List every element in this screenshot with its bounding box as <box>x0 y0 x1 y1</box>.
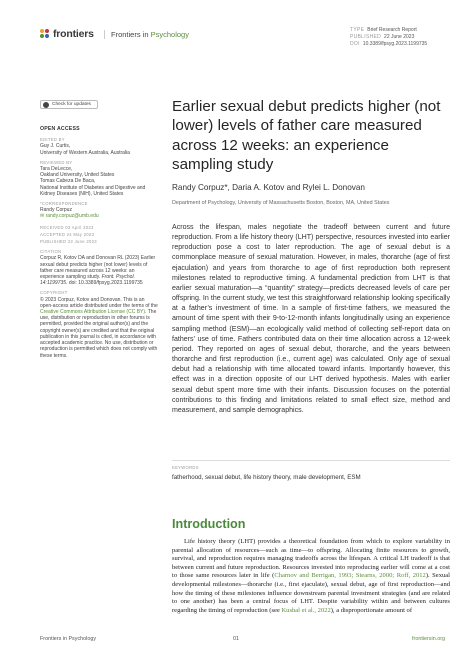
update-icon <box>43 102 49 108</box>
left-sidebar <box>40 126 158 359</box>
cc-by-license-link[interactable]: Creative Commons Attribution License (CC BY) <box>40 309 146 316</box>
article-type: Brief Research Report <box>367 27 417 33</box>
keywords-divider <box>172 460 450 461</box>
editor-name: Guy J. Curtis, <box>40 143 71 150</box>
journal-name[interactable]: Frontiers in Psychology <box>104 30 189 39</box>
copyright-label: COPYRIGHT <box>40 290 68 296</box>
reviewed-by-label: REVIEWED BY <box>40 159 73 165</box>
accepted-date: ACCEPTED 24 May 2023 <box>40 231 95 237</box>
introduction-text: Life history theory (LHT) provides a theoretical foundation from which to explore variability in parental allocation of resources—such as time—to offspring. Allocating finite resources to growth, survival, and reproduction requires managing tradeoffs across the lifespan. A critical LH tradeoff is that between current and future reproduction. Resources invested into reproducing earlier will come at a cost to those same resources later in life (Charnov and Berrigan, 1993; Stearns, 2000; Roff, 2012). Sexual developmental milestones—thorarche (i.e., first ejaculate), sexual debut, age of first reproduction—and how the timing of these milestones influence downstream parental investment strategies (and are related to one another) has been a central focus of LHT. Despite variability within and between cultures regarding the timing of reproduction (see Kushal et al., 2022), a disproportionate amount of <box>172 538 450 614</box>
correspondence-label: *CORRESPONDENCE <box>40 201 88 207</box>
reviewer-affiliation: Oakland University, United States <box>40 172 115 179</box>
correspondence-email[interactable]: ✉ randy.corpuz@umb.edu <box>40 213 99 220</box>
citation-label: CITATION <box>40 249 62 255</box>
open-access-label: OPEN ACCESS <box>40 126 80 132</box>
reviewer-name: Tomas Cabeza De Baca, <box>40 178 96 185</box>
affiliation: Department of Psychology, University of Massachusetts Boston, Boston, MA, United States <box>172 200 390 206</box>
edited-by-label: EDITED BY <box>40 137 65 143</box>
article-title: Earlier sexual debut predicts higher (not lower) levels of father care measured across 12 weeks: an experience sampling study <box>172 98 441 174</box>
reviewer-name: Tara DeLecce, <box>40 166 73 173</box>
page-number: 01 <box>233 636 239 642</box>
authors: Randy Corpuz*, Daria A. Kotov and Rylei L. Donovan <box>172 183 365 192</box>
keywords: fatherhood, sexual debut, life history theory, male development, ESM <box>172 474 361 481</box>
citation-text: Corpuz R, Kotov DA and Donovan RL (2023) Earlier sexual debut predicts higher (not lower) levels of father care measured across 12 weeks: an experience sampling study. Front. Psychol. 14:1199735. doi: 10.3389/fpsyg.2023.1199735 <box>40 255 156 287</box>
abstract: Across the lifespan, males negotiate the tradeoff between current and future reproduction. From a life history theory (LHT) perspective, resources invested into earlier reproduction pose a cost to later reproduction. The age of sexual debut is a commonplace measure of sexual maturation. However, in males, thorarche (age of first ejaculation) and years from thorarche to age of first reproduction both represent milestones related to reproductive timing. A fundamental prediction from LHT is that earlier sexual maturation—a “quantity” strategy—predicts decreased levels of care per offspring. In the current study, we test this straightforward relationship looking specifically at a father’s investment of time. In a sample of first-time fathers, we measured the amount of time spent with their 9-to-12-month infants longitudinally using an experience sampling method (ESM)—an ecologically valid method of collecting self-report data on fathers’ use of time. Fathers contributed data on their time allocation across a 12-week period. They reported on ages of sexual debut, thorarche, and the years between thorarche and first reproduction (i.e., current age) was calculated. Only age of sexual debut had a relationship with time allocated toward infants. Importantly however, this effect was in a direction opposite of our LHT derived hypothesis. Males with earlier sexual debut spent more time with their infants. Discussion focuses on the potential contributions to this finding and limitations related to small effect size, method and measurement, and sample demographics. <box>172 224 450 414</box>
reviewer-affiliation: National Institute of Diabetes and Digestive and <box>40 184 146 191</box>
correspondence-name: Randy Corpuz <box>40 207 72 214</box>
footer-journal: Frontiers in Psychology <box>40 636 97 642</box>
published-date-left: PUBLISHED 22 June 2023 <box>40 239 97 245</box>
logo-text: frontiers <box>53 28 94 40</box>
article-meta: TYPE Brief Research Report PUBLISHED 22 June 2023 DOI 10.3389/fpsyg.2023.1199735 <box>350 27 428 47</box>
reviewer-affiliation: Kidney Diseases (NIH), United States <box>40 190 124 197</box>
doi[interactable]: 10.3389/fpsyg.2023.1199735 <box>362 41 428 47</box>
footer-website-link[interactable]: frontiersin.org <box>412 636 445 642</box>
keywords-label: KEYWORDS <box>172 465 199 470</box>
copyright-text: © 2023 Corpuz, Kotov and Donovan. This is an open-access article distributed under the terms of the Creative Commons Attribution License (CC BY). The use, distribution or reproduction in other forums is permitted, provided the original author(s) and the copyright owner(s) are credited and that the original publication in this journal is cited, in accordance with accepted academic practice. No use, distribution or reproduction is permitted which does not comply with these terms. <box>40 296 158 359</box>
received-date: RECEIVED 03 April 2023 <box>40 224 94 230</box>
page-header <box>40 24 445 50</box>
editor-affiliation: University of Western Australia, Australia <box>40 149 130 156</box>
check-for-updates-button[interactable]: Check for updates <box>40 100 98 109</box>
reference-link[interactable]: Charnov and Berrigan, 1993; Stearns, 2000; Roff, 2012 <box>274 572 426 580</box>
frontiers-logo-icon <box>40 29 50 39</box>
published-date: 22 June 2023 <box>384 34 415 40</box>
reference-link[interactable]: Kushal et al., 2022 <box>281 606 331 614</box>
introduction-heading: Introduction <box>172 517 246 531</box>
frontiers-logo[interactable] <box>40 28 94 40</box>
page-footer <box>40 636 445 646</box>
